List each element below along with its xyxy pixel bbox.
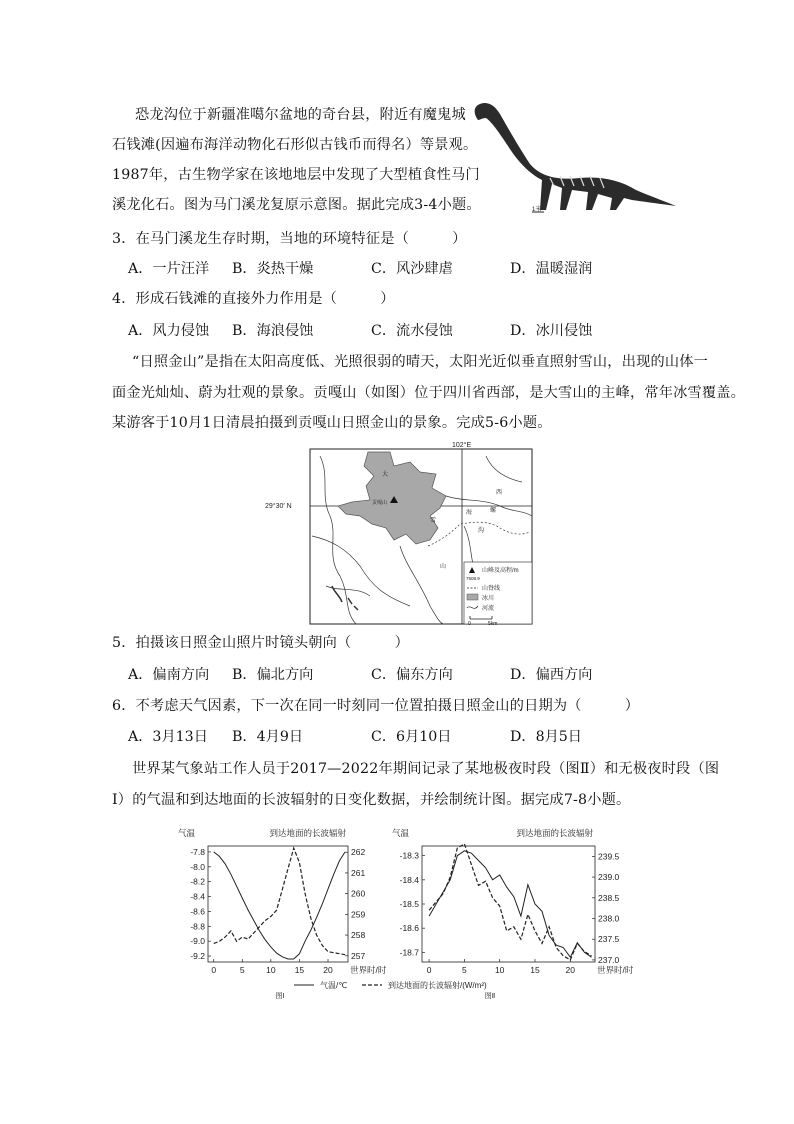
chart2-series-longwave: [429, 844, 591, 960]
chart2-ytick-left-label: -18.6: [399, 923, 419, 934]
chart2-series-temperature: [429, 851, 591, 957]
intro3-line-2: Ⅰ）的气温和到达地面的长波辐射的日变化数据，并绘制统计图。据完成7-8小题。: [112, 792, 631, 808]
chart2-ytick-right-label: 239.0: [598, 872, 620, 883]
chart2-ytick-left-label: -18.3: [399, 850, 419, 861]
q4-option-d[interactable]: D．冰川侵蚀: [510, 323, 593, 339]
map-label-xue: 雪: [430, 518, 437, 524]
q3-option-a[interactable]: A．一片汪洋: [128, 261, 210, 277]
map-label-shan: 山: [440, 564, 447, 570]
gongga-map: [260, 436, 540, 626]
map-label-luo: 螺: [490, 508, 497, 514]
q4-option-b[interactable]: B．海浪侵蚀: [232, 323, 314, 339]
chart1-series-temperature: [214, 852, 345, 959]
q6-option-c[interactable]: C．6月10日: [371, 729, 452, 745]
chart1-ytick-left-label: -8.0: [190, 861, 205, 872]
chart1-xlabel: 世界时/时: [350, 965, 387, 975]
q5-stem: 5．拍摄该日照金山照片时镜头朝向（ ）: [112, 635, 409, 651]
q3-option-b[interactable]: B．炎热干燥: [232, 261, 314, 277]
intro1-line-4: 溪龙化石。图为马门溪龙复原示意图。据此完成3-4小题。: [112, 197, 481, 213]
chart1-ytick-right-label: 260: [351, 888, 366, 899]
chart2-ylabel-right: 到达地面的长波辐射: [516, 828, 593, 838]
map-label-gongga: 贡嘎山: [372, 500, 388, 506]
map-label-hai: 海: [466, 510, 473, 516]
intro2-line-1: “日照金山”是指在太阳高度低、光照很弱的晴天，太阳光近似垂直照射雪山，出现的山体一: [132, 354, 709, 370]
legend-peak: 山峰及高程/m: [482, 568, 519, 574]
chart1-ytick-left-label: -9.2: [190, 951, 205, 962]
intro1-line-1: 恐龙沟位于新疆准噶尔盆地的奇台县，附近有魔鬼城: [135, 107, 466, 123]
q4-stem: 4．形成石钱滩的直接外力作用是（ ）: [112, 291, 395, 307]
chart1-ytick-right-label: 259: [351, 909, 366, 920]
chart2-title: 图Ⅱ: [484, 993, 496, 1000]
chart1-series-longwave: [214, 848, 345, 955]
q5-option-c[interactable]: C．偏东方向: [371, 667, 453, 683]
chart1-ytick-left-label: -8.4: [190, 891, 205, 902]
dino-scale-label: 1米: [532, 207, 542, 213]
legend-peak-elev: 7508.9: [466, 576, 480, 581]
chart2-xlabel: 世界时/时: [597, 965, 634, 975]
q3-option-d[interactable]: D．温暖湿润: [510, 261, 593, 277]
chart2-xtick-label: 15: [530, 965, 540, 975]
intro2-line-2: 面金光灿灿、蔚为壮观的景象。贡嘎山（如图）位于四川省西部，是大雪山的主峰，常年冰雪覆盖。: [112, 385, 746, 401]
q6-option-b[interactable]: B．4月9日: [232, 729, 304, 745]
intro3-line-1: 世界某气象站工作人员于2017—2022年期间记录了某地极夜时段（图Ⅱ）和无极夜时段（图: [132, 761, 720, 777]
map-lat-label: 29°30′ N: [265, 503, 292, 510]
chart1-xtick-label: 20: [323, 965, 333, 975]
chart2-xtick-label: 10: [494, 965, 505, 975]
legend-scale-zero: 0: [468, 621, 471, 627]
legend-longwave-label: 到达地面的长波辐射/(W/m²): [388, 981, 487, 990]
chart1-xtick-label: 0: [211, 965, 217, 975]
intro2-line-3: 某游客于10月1日清晨拍摄到贡嘎山日照金山的景象。完成5-6小题。: [112, 415, 552, 431]
q6-option-a[interactable]: A．3月13日: [128, 729, 208, 745]
climate-charts: [170, 822, 634, 1012]
chart2-frame: [422, 846, 595, 962]
chart2-ylabel-left: 气温: [392, 828, 410, 838]
chart1-xtick-label: 5: [239, 965, 245, 975]
chart1-xtick-label: 10: [266, 965, 276, 975]
q6-stem: 6．不考虑天气因素，下一次在同一时刻同一位置拍摄日照金山的日期为（ ）: [112, 698, 640, 714]
q4-option-a[interactable]: A．风力侵蚀: [128, 323, 210, 339]
chart2-xtick-label: 20: [565, 965, 576, 975]
chart2-ytick-right-label: 238.5: [598, 892, 620, 903]
legend-ridge: 山脊线: [482, 586, 501, 592]
chart1-xtick-label: 15: [294, 965, 305, 975]
mamenchisaurus-figure: [460, 98, 680, 216]
chart1-ylabel-left: 气温: [178, 828, 196, 838]
q5-option-d[interactable]: D．偏西方向: [510, 667, 593, 683]
q4-option-c[interactable]: C．流水侵蚀: [371, 323, 453, 339]
q3-stem: 3．在马门溪龙生存时期，当地的环境特征是（ ）: [112, 231, 467, 247]
chart1-ytick-left-label: -9.0: [190, 936, 205, 947]
chart1-ytick-left-label: -7.8: [190, 846, 205, 857]
q3-option-c[interactable]: C．风沙肆虐: [371, 261, 453, 277]
chart2-xtick-label: 0: [426, 965, 432, 975]
chart1-ytick-right-label: 262: [351, 847, 366, 858]
chart1-ytick-right-label: 257: [351, 950, 366, 961]
legend-glacier: 冰川: [482, 596, 495, 602]
chart1-ytick-left-label: -8.8: [190, 921, 205, 932]
chart1-ytick-left-label: -8.2: [190, 876, 205, 887]
chart2-ytick-right-label: 237.5: [598, 934, 620, 945]
chart1-title: 图Ⅰ: [275, 993, 285, 1000]
legend-temperature-label: 气温/℃: [320, 981, 348, 990]
chart2-ytick-left-label: -18.5: [399, 899, 419, 909]
map-label-gou: 沟: [478, 528, 485, 534]
chart1-ytick-left-label: -8.6: [190, 906, 205, 917]
chart1-ytick-right-label: 261: [351, 867, 366, 878]
chart2-ytick-left-label: -18.4: [399, 874, 419, 885]
q6-option-d[interactable]: D．8月5日: [510, 729, 582, 745]
chart1-ylabel-right: 到达地面的长波辐射: [269, 828, 346, 838]
chart2-xtick-label: 5: [462, 965, 467, 975]
chart2-ytick-right-label: 239.5: [598, 851, 620, 862]
q5-option-a[interactable]: A．偏南方向: [128, 667, 210, 683]
legend-river: 河流: [482, 606, 495, 612]
q5-option-b[interactable]: B．偏北方向: [232, 667, 314, 683]
map-label-xi: 西: [496, 490, 503, 496]
chart1-ytick-right-label: 258: [351, 930, 366, 941]
chart2-ytick-left-label: -18.7: [399, 947, 419, 958]
map-label-da: 大: [382, 472, 389, 478]
map-lon-label: 102°E: [452, 442, 472, 449]
chart2-ytick-right-label: 237.0: [598, 954, 620, 965]
intro1-line-2: 石钱滩(因遍布海洋动物化石形似古钱币而得名）等景观。: [112, 137, 478, 153]
legend-scale: 5km: [488, 621, 498, 627]
chart2-ytick-right-label: 238.0: [598, 913, 620, 924]
intro1-line-3: 1987年，古生物学家在该地地层中发现了大型植食性马门: [112, 167, 480, 183]
